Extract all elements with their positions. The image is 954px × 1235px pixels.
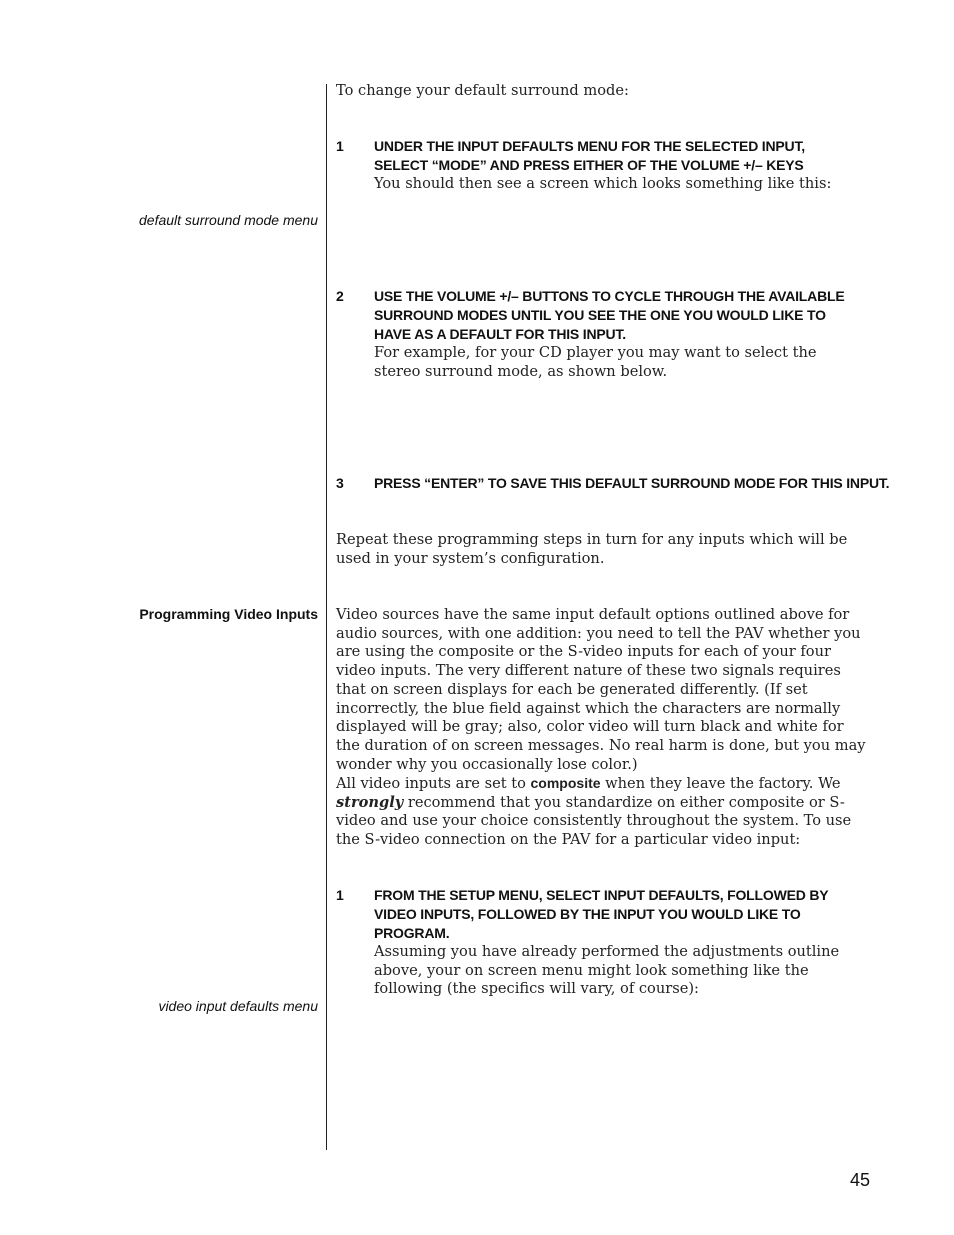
heading-programming-video-inputs: Programming Video Inputs (139, 606, 318, 622)
step-heading: FROM THE SETUP MENU, SELECT INPUT DEFAULTS, FOLLOWED BY VIDEO INPUTS, FOLLOWED BY THE INPUT YOU WOULD LIKE TO PROGRAM. (374, 887, 829, 941)
step-number: 1 (336, 887, 344, 903)
surround-step-1 (336, 137, 876, 194)
video-step-1 (336, 886, 876, 999)
composite-text (336, 774, 866, 850)
caption-video-input-defaults-menu: video input defaults menu (158, 998, 318, 1014)
step-number: 1 (336, 138, 344, 154)
step-number: 3 (336, 475, 344, 491)
strongly-emphasis: strongly (336, 793, 404, 811)
composite-after: recommend that you standardize on either composite or S-video and use your choice consistently throughout the system. To use the S-video connection on the PAV for a particular video input: (336, 793, 852, 849)
intro-text (336, 82, 866, 101)
step-heading: UNDER THE INPUT DEFAULTS MENU FOR THE SELECTED INPUT, SELECT “MODE” AND PRESS EITHER OF THE VOLUME +/– KEYS (374, 138, 805, 173)
page-number: 45 (850, 1170, 871, 1190)
margin-rule (326, 84, 327, 1150)
repeat-text (336, 531, 866, 568)
composite-before: All video inputs are set to (336, 775, 531, 792)
video-text (336, 606, 866, 774)
intro-paragraph: To change your default surround mode: (336, 82, 629, 99)
step-text: For example, for your CD player you may want to select the stereo surround mode, as shown below. (374, 344, 817, 380)
composite-keyword: composite (530, 775, 601, 791)
surround-step-3 (336, 474, 890, 493)
composite-paragraph (336, 774, 866, 850)
repeat-paragraph: Repeat these programming steps in turn for any inputs which will be used in your system’s configuration. (336, 531, 848, 567)
surround-step-2 (336, 287, 876, 381)
video-paragraph: Video sources have the same input default options outlined above for audio sources, with one addition: you need to tell the PAV whether you are using the composite or the S-video inputs for each of your four video inputs. The very different nature of these two signals requires that on screen displays for each be generated differently. (If set incorrectly, the blue field against which the characters are normally displayed will be gray; also, color video will turn black and white for the duration of on screen messages. No real harm is done, but you may wonder why you occasionally lose color.) (336, 606, 866, 773)
step-number: 2 (336, 288, 344, 304)
caption-default-surround-mode-menu: default surround mode menu (139, 212, 318, 228)
step-text: Assuming you have already performed the adjustments outline above, your on screen menu might look something like the following (the specifics will vary, of course): (374, 943, 840, 998)
step-heading: USE THE VOLUME +/– BUTTONS TO CYCLE THROUGH THE AVAILABLE SURROUND MODES UNTIL YOU SEE THE ONE YOU WOULD LIKE TO HAVE AS A DEFAULT FOR THIS INPUT. (374, 288, 845, 342)
composite-middle: when they leave the factory. We (600, 775, 841, 792)
step-heading: PRESS “ENTER” TO SAVE THIS DEFAULT SURROUND MODE FOR THIS INPUT. (374, 475, 890, 491)
step-text: You should then see a screen which looks something like this: (374, 175, 832, 192)
